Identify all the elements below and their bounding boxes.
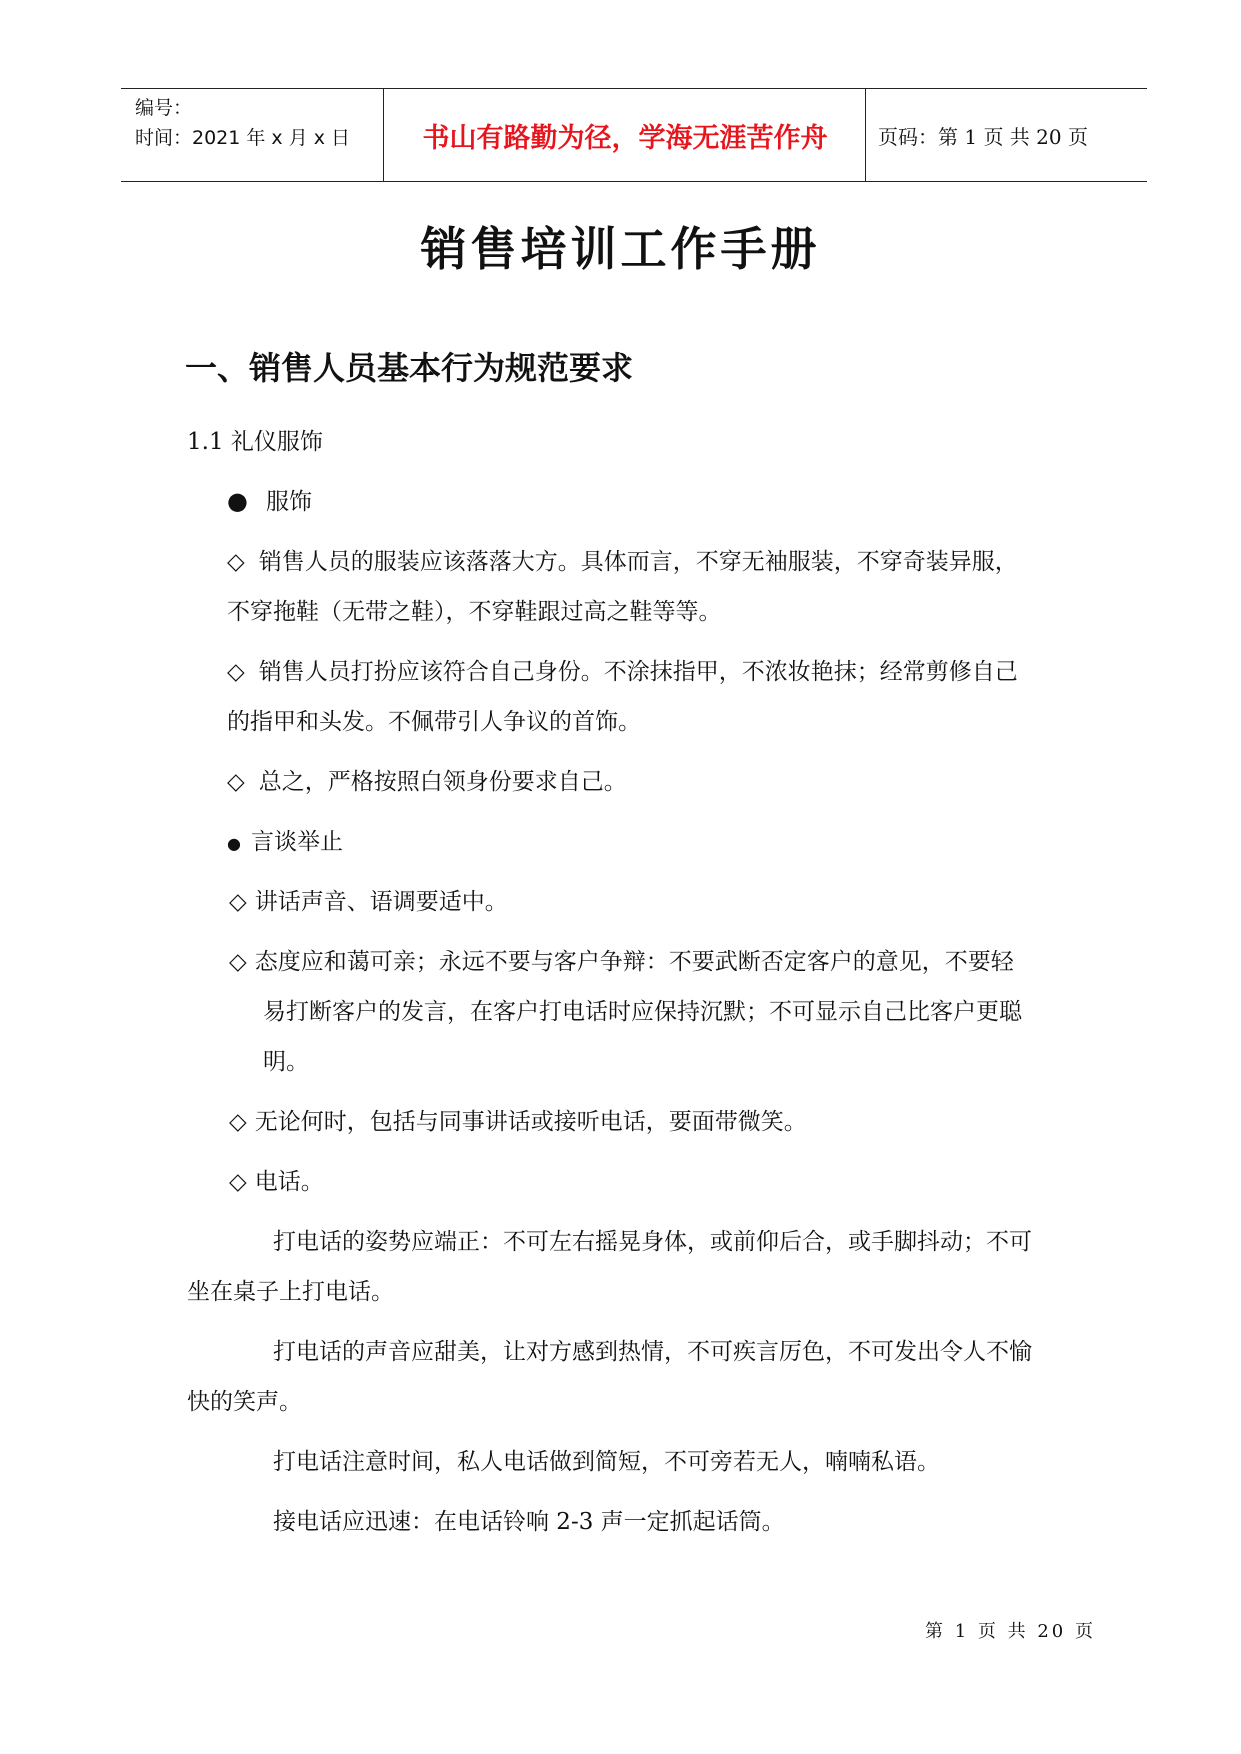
bullet-text: 言谈举止 — [250, 829, 343, 855]
paragraph-text: 总之，严格按照白领身份要求自己。 — [258, 769, 627, 795]
list-item — [229, 883, 508, 916]
bullet-item — [227, 823, 343, 856]
paragraph-line: 坐在桌子上打电话。 — [187, 1279, 394, 1305]
list-item-continuation: 明。 — [263, 1049, 309, 1075]
paragraph-line — [227, 543, 1018, 576]
list-item — [229, 1103, 807, 1136]
diamond-icon: ◇ — [229, 1168, 247, 1195]
list-item-text: 态度应和蔼可亲；永远不要与客户争辩：不要武断否定客户的意见，不要轻 — [254, 949, 1014, 975]
bullet-text: 服饰 — [265, 489, 312, 515]
list-item-continuation: 易打断客户的发言，在客户打电话时应保持沉默；不可显示自己比客户更聪 — [263, 999, 1022, 1025]
subsection-heading: 1.1 礼仪服饰 — [187, 429, 323, 455]
header-divider — [383, 89, 384, 181]
bullet-icon: ● — [227, 834, 241, 853]
diamond-icon: ◇ — [229, 1108, 247, 1135]
header-meta — [135, 93, 350, 153]
list-item-text: 讲话声音、语调要适中。 — [254, 889, 508, 915]
section-heading: 一、销售人员基本行为规范要求 — [185, 349, 634, 387]
paragraph-line: 打电话的声音应甜美，让对方感到热情，不可疾言厉色，不可发出令人不愉 — [273, 1339, 1032, 1365]
list-item — [229, 1163, 324, 1196]
paragraph-line: 的指甲和头发。不佩带引人争议的首饰。 — [227, 709, 641, 735]
list-item-text: 电话。 — [254, 1169, 324, 1195]
diamond-icon: ◇ — [227, 549, 245, 575]
paragraph-line: 不穿拖鞋（无带之鞋），不穿鞋跟过高之鞋等等。 — [227, 599, 722, 625]
paragraph-line: 快的笑声。 — [187, 1389, 302, 1415]
time-label: 时间：2021 年 x 月 x 日 — [135, 127, 351, 149]
diamond-icon: ◇ — [229, 888, 247, 915]
paragraph-line: 打电话注意时间，私人电话做到简短，不可旁若无人，喃喃私语。 — [273, 1449, 940, 1475]
list-item-text: 无论何时，包括与同事讲话或接听电话，要面带微笑。 — [254, 1109, 807, 1135]
list-item — [229, 943, 1014, 976]
paragraph-text: 销售人员打扮应该符合自己身份。不涂抹指甲，不浓妆艳抹；经常剪修自己 — [258, 659, 1018, 685]
paragraph-line: 打电话的姿势应端正：不可左右摇晃身体，或前仰后合，或手脚抖动；不可 — [273, 1229, 1032, 1255]
document-header — [121, 88, 1147, 182]
paragraph-line — [227, 763, 627, 796]
paragraph-line — [227, 653, 1018, 686]
paragraph-text: 销售人员的服装应该落落大方。具体而言，不穿无袖服装，不穿奇装异服， — [258, 549, 1018, 575]
bullet-item — [227, 483, 312, 516]
diamond-icon: ◇ — [227, 659, 245, 685]
diamond-icon: ◇ — [229, 948, 247, 975]
page-footer: 第 1 页 共 20 页 — [925, 1621, 1096, 1642]
header-motto: 书山有路勤为径，学海无涯苦作舟 — [422, 122, 828, 154]
paragraph-line: 接电话应迅速：在电话铃响 2-3 声一定抓起话筒。 — [273, 1509, 785, 1535]
number-label: 编号： — [135, 97, 193, 119]
header-page-number: 页码：第 1 页 共 20 页 — [878, 124, 1088, 149]
document-title: 销售培训工作手册 — [420, 222, 821, 276]
header-divider — [865, 89, 866, 181]
bullet-icon: ● — [227, 487, 248, 515]
diamond-icon: ◇ — [227, 769, 245, 795]
